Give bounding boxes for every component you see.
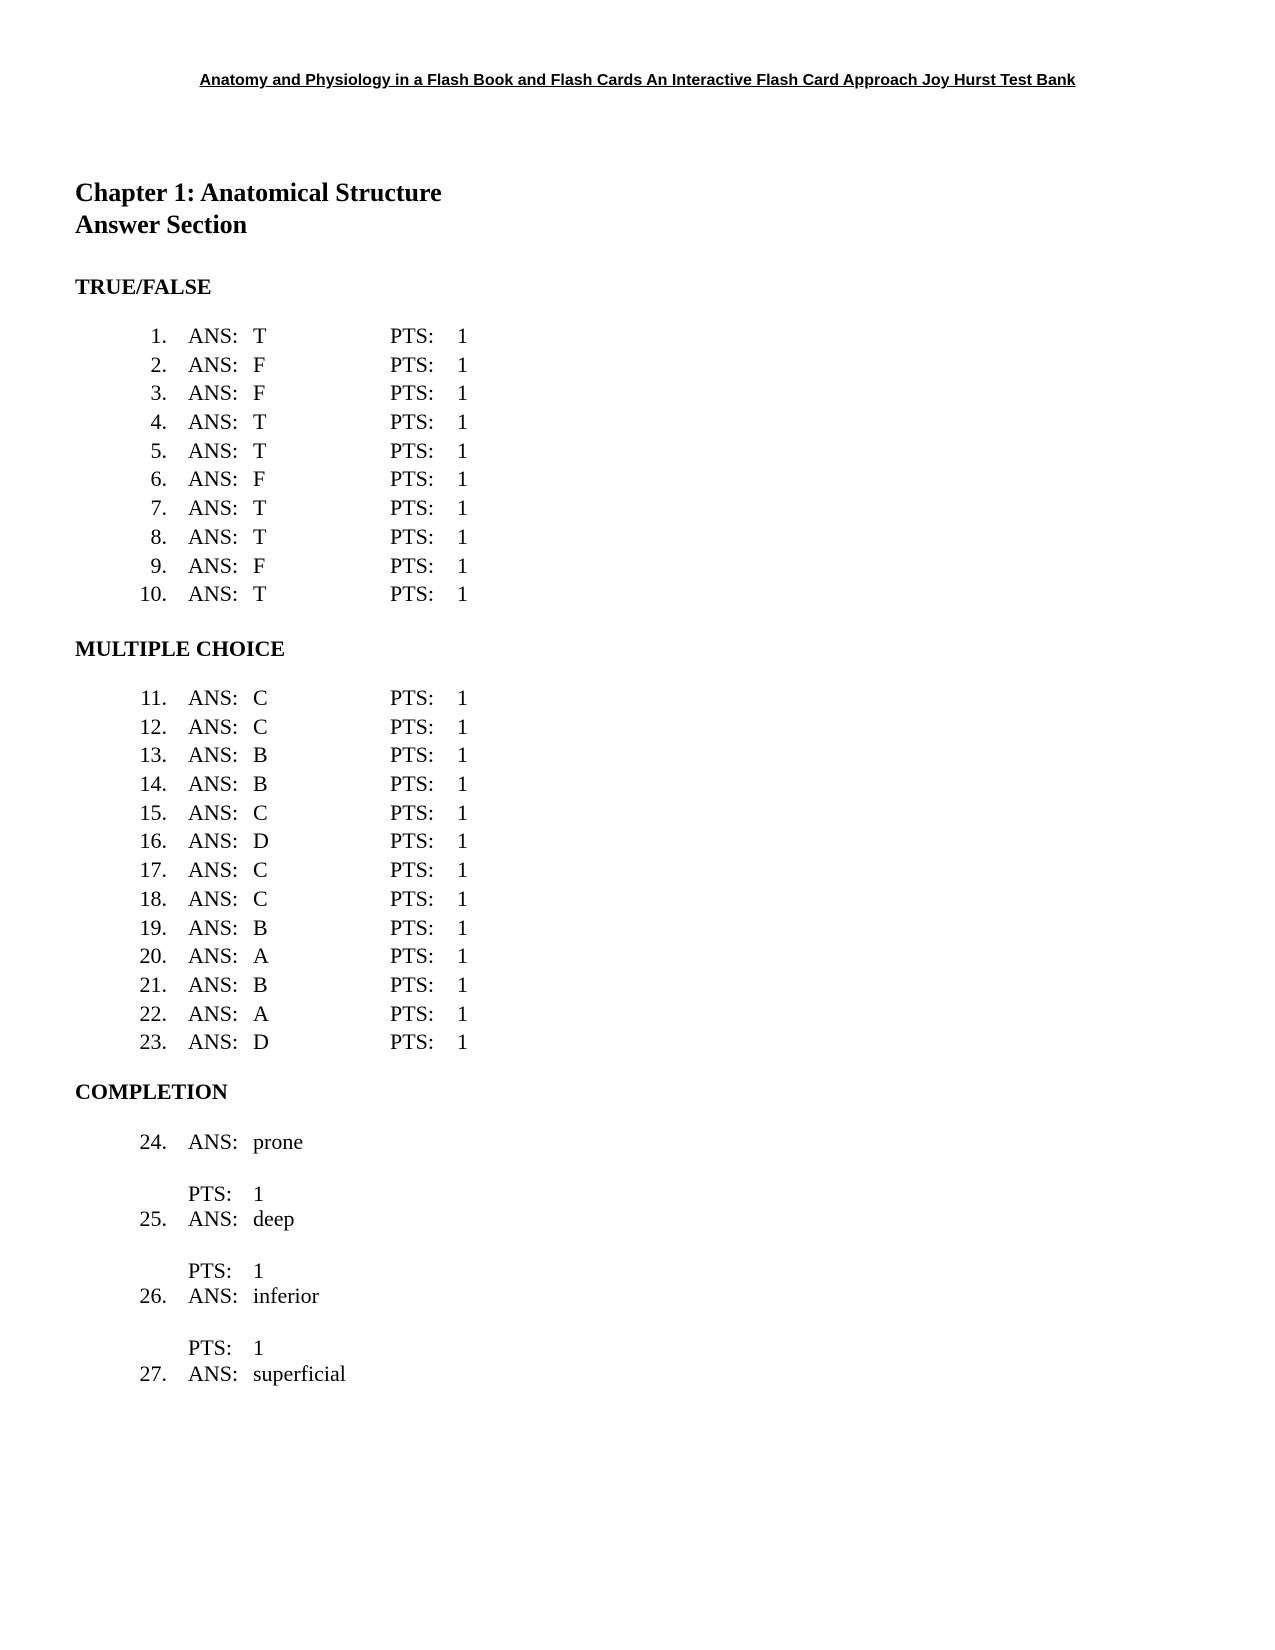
- ans-label: ANS:: [188, 857, 239, 883]
- points-value: 1: [457, 323, 468, 348]
- points-value: 1: [457, 713, 468, 739]
- answer-row: [0, 1029, 1275, 1058]
- completion-item: [0, 1206, 1275, 1286]
- ans-label: ANS:: [188, 351, 239, 377]
- points-value: 1: [253, 1258, 264, 1283]
- answer-row: [0, 943, 1275, 972]
- answer-row: [0, 581, 1275, 610]
- question-number: 8.: [150, 523, 167, 549]
- question-number: 25.: [139, 1206, 167, 1231]
- pts-label: PTS:: [390, 380, 435, 406]
- answer-row: [0, 323, 1275, 352]
- pts-label: PTS:: [390, 409, 435, 435]
- ans-label: ANS:: [188, 523, 239, 549]
- points-value: 1: [457, 828, 468, 854]
- answer-value: superficial: [253, 1361, 346, 1386]
- answer-row: [0, 742, 1275, 771]
- answer-value: D: [253, 828, 269, 854]
- question-number: 3.: [150, 380, 167, 406]
- points-value: 1: [457, 971, 468, 997]
- answer-value: T: [253, 495, 267, 521]
- ans-label: ANS:: [188, 581, 239, 607]
- answer-value: T: [253, 581, 267, 607]
- answer-value: B: [253, 742, 268, 768]
- pts-label: PTS:: [390, 943, 435, 969]
- answer-value: F: [253, 466, 266, 492]
- pts-label: PTS:: [390, 828, 435, 854]
- answer-value: C: [253, 713, 268, 739]
- ans-label: ANS:: [188, 323, 239, 348]
- points-value: 1: [457, 885, 468, 911]
- points-value: 1: [457, 380, 468, 406]
- points-value: 1: [457, 771, 468, 797]
- pts-label: PTS:: [390, 685, 435, 710]
- pts-label: PTS:: [390, 495, 435, 521]
- question-number: 20.: [139, 943, 167, 969]
- answer-row: [0, 352, 1275, 381]
- ans-label: ANS:: [188, 943, 239, 969]
- pts-label: PTS:: [390, 914, 435, 940]
- true-false-answers: [0, 323, 1275, 610]
- answer-value: A: [253, 1000, 269, 1026]
- points-value: 1: [457, 351, 468, 377]
- pts-label: PTS:: [390, 971, 435, 997]
- question-number: 11.: [140, 685, 167, 710]
- answer-row: [0, 409, 1275, 438]
- points-value: 1: [457, 742, 468, 768]
- ans-label: ANS:: [188, 1206, 239, 1231]
- pts-label: PTS:: [390, 771, 435, 797]
- points-value: 1: [457, 685, 468, 710]
- answer-value: D: [253, 1029, 269, 1055]
- pts-label: PTS:: [390, 1000, 435, 1026]
- pts-label: PTS:: [390, 523, 435, 549]
- pts-label: PTS:: [390, 885, 435, 911]
- points-value: 1: [457, 857, 468, 883]
- answer-row: [0, 915, 1275, 944]
- answer-value: deep: [253, 1206, 295, 1231]
- answer-value: T: [253, 409, 267, 435]
- ans-label: ANS:: [188, 466, 239, 492]
- ans-label: ANS:: [188, 799, 239, 825]
- pts-label: PTS:: [390, 323, 435, 348]
- question-number: 27.: [139, 1361, 167, 1386]
- points-value: 1: [457, 581, 468, 607]
- answer-value: F: [253, 351, 266, 377]
- question-number: 26.: [139, 1283, 167, 1308]
- question-number: 15.: [139, 799, 167, 825]
- answer-value: A: [253, 943, 269, 969]
- answer-row: [0, 800, 1275, 829]
- answer-value: T: [253, 523, 267, 549]
- points-value: 1: [457, 1029, 468, 1055]
- ans-label: ANS:: [188, 1000, 239, 1026]
- points-value: 1: [457, 409, 468, 435]
- answer-row: [0, 857, 1275, 886]
- ans-label: ANS:: [188, 971, 239, 997]
- points-value: 1: [457, 943, 468, 969]
- multiple-choice-heading: MULTIPLE CHOICE: [75, 636, 286, 661]
- answer-row: [0, 714, 1275, 743]
- ans-label: ANS:: [188, 409, 239, 435]
- pts-label: PTS:: [390, 713, 435, 739]
- pts-label: PTS:: [390, 552, 435, 578]
- points-value: 1: [457, 495, 468, 521]
- answer-value: C: [253, 857, 268, 883]
- ans-label: ANS:: [188, 685, 239, 710]
- answer-value: C: [253, 685, 268, 710]
- ans-label: ANS:: [188, 771, 239, 797]
- question-number: 4.: [150, 409, 167, 435]
- question-number: 21.: [139, 971, 167, 997]
- points-value: 1: [457, 552, 468, 578]
- chapter-title: Chapter 1: Anatomical Structure: [75, 178, 442, 207]
- ans-label: ANS:: [188, 495, 239, 521]
- answer-value: B: [253, 971, 268, 997]
- question-number: 1.: [150, 323, 167, 348]
- pts-label: PTS:: [390, 1029, 435, 1055]
- pts-label: PTS:: [390, 857, 435, 883]
- question-number: 6.: [150, 466, 167, 492]
- question-number: 24.: [139, 1129, 167, 1154]
- question-number: 22.: [139, 1000, 167, 1026]
- document-header: Anatomy and Physiology in a Flash Book and Flash Cards An Interactive Flash Card Approach Joy Hurst Test Bank: [199, 72, 1076, 89]
- answer-row: [0, 438, 1275, 467]
- ans-label: ANS:: [188, 713, 239, 739]
- points-value: 1: [253, 1335, 264, 1360]
- answer-row: [0, 886, 1275, 915]
- question-number: 13.: [139, 742, 167, 768]
- pts-label: PTS:: [390, 581, 435, 607]
- answer-value: T: [253, 323, 267, 348]
- ans-label: ANS:: [188, 1283, 239, 1308]
- question-number: 14.: [139, 771, 167, 797]
- answer-value: F: [253, 380, 266, 406]
- answer-value: C: [253, 799, 268, 825]
- completion-item: [0, 1283, 1275, 1363]
- question-number: 10.: [139, 581, 167, 607]
- points-value: 1: [457, 914, 468, 940]
- question-number: 2.: [150, 351, 167, 377]
- points-value: 1: [457, 523, 468, 549]
- completion-item: [0, 1361, 1275, 1389]
- answer-row: [0, 380, 1275, 409]
- question-number: 9.: [150, 552, 167, 578]
- ans-label: ANS:: [188, 1029, 239, 1055]
- ans-label: ANS:: [188, 1361, 239, 1386]
- answer-row: [0, 972, 1275, 1001]
- answer-value: B: [253, 771, 268, 797]
- question-number: 16.: [139, 828, 167, 854]
- answer-row: [0, 524, 1275, 553]
- question-number: 19.: [139, 914, 167, 940]
- pts-label: PTS:: [390, 799, 435, 825]
- ans-label: ANS:: [188, 742, 239, 768]
- answer-value: T: [253, 437, 267, 463]
- ans-label: ANS:: [188, 914, 239, 940]
- pts-label: PTS:: [390, 466, 435, 492]
- answer-row: [0, 828, 1275, 857]
- pts-label: PTS:: [390, 437, 435, 463]
- ans-label: ANS:: [188, 828, 239, 854]
- ans-label: ANS:: [188, 380, 239, 406]
- question-number: 5.: [150, 437, 167, 463]
- answer-value: B: [253, 914, 268, 940]
- multiple-choice-answers: [0, 685, 1275, 1058]
- points-value: 1: [457, 799, 468, 825]
- ans-label: ANS:: [188, 552, 239, 578]
- completion-heading: COMPLETION: [75, 1079, 228, 1104]
- answer-row: [0, 771, 1275, 800]
- answer-row: [0, 1001, 1275, 1030]
- answer-row: [0, 495, 1275, 524]
- question-number: 23.: [139, 1029, 167, 1055]
- ans-label: ANS:: [188, 885, 239, 911]
- points-value: 1: [253, 1181, 264, 1206]
- pts-label: PTS:: [188, 1258, 233, 1283]
- points-value: 1: [457, 1000, 468, 1026]
- ans-label: ANS:: [188, 1129, 239, 1154]
- pts-label: PTS:: [188, 1181, 233, 1206]
- answer-value: F: [253, 552, 266, 578]
- answer-row: [0, 466, 1275, 495]
- points-value: 1: [457, 437, 468, 463]
- question-number: 17.: [139, 857, 167, 883]
- answer-row: [0, 553, 1275, 582]
- true-false-heading: TRUE/FALSE: [75, 274, 212, 299]
- pts-label: PTS:: [188, 1335, 233, 1360]
- question-number: 18.: [139, 885, 167, 911]
- question-number: 12.: [139, 713, 167, 739]
- pts-label: PTS:: [390, 351, 435, 377]
- pts-label: PTS:: [390, 742, 435, 768]
- answer-value: C: [253, 885, 268, 911]
- answer-value: prone: [253, 1129, 304, 1154]
- points-value: 1: [457, 466, 468, 492]
- answer-value: inferior: [253, 1283, 319, 1308]
- answer-section-title: Answer Section: [75, 210, 248, 239]
- completion-item: [0, 1129, 1275, 1209]
- answer-row: [0, 685, 1275, 714]
- ans-label: ANS:: [188, 437, 239, 463]
- question-number: 7.: [150, 495, 167, 521]
